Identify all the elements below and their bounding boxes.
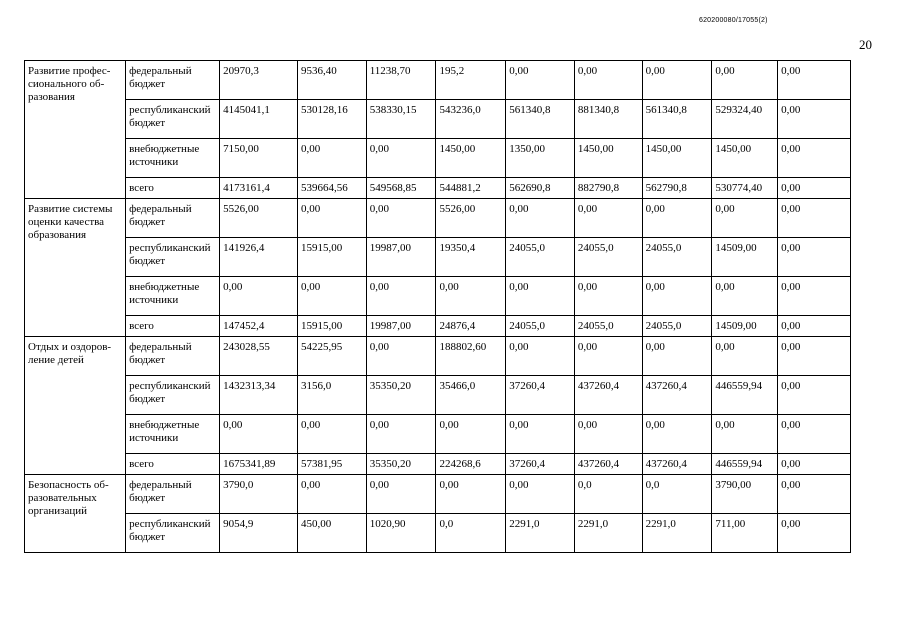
amount-cell: 561340,8 xyxy=(642,100,712,139)
funding-source-cell: внебюджетные источники xyxy=(126,139,220,178)
amount-cell: 0,00 xyxy=(574,415,642,454)
amount-cell: 0,00 xyxy=(642,337,712,376)
amount-cell: 0,00 xyxy=(778,337,851,376)
amount-cell: 1020,90 xyxy=(366,514,436,553)
table-row xyxy=(25,475,851,514)
amount-cell: 1450,00 xyxy=(642,139,712,178)
amount-cell: 1450,00 xyxy=(574,139,642,178)
table-row xyxy=(25,454,851,475)
amount-cell: 0,00 xyxy=(506,415,575,454)
amount-cell: 0,00 xyxy=(297,139,366,178)
amount-cell: 0,00 xyxy=(712,61,778,100)
amount-cell: 0,00 xyxy=(778,454,851,475)
amount-cell: 147452,4 xyxy=(220,316,298,337)
amount-cell: 37260,4 xyxy=(506,376,575,415)
amount-cell: 1450,00 xyxy=(712,139,778,178)
amount-cell: 0,00 xyxy=(778,238,851,277)
amount-cell: 0,00 xyxy=(297,475,366,514)
amount-cell: 530128,16 xyxy=(297,100,366,139)
amount-cell: 19987,00 xyxy=(366,238,436,277)
amount-cell: 0,0 xyxy=(436,514,506,553)
amount-cell: 0,00 xyxy=(436,475,506,514)
amount-cell: 0,00 xyxy=(366,415,436,454)
amount-cell: 0,00 xyxy=(574,277,642,316)
amount-cell: 562790,8 xyxy=(642,178,712,199)
amount-cell: 561340,8 xyxy=(506,100,575,139)
budget-table xyxy=(24,60,851,553)
funding-source-cell: внебюджетные источники xyxy=(126,415,220,454)
table-row xyxy=(25,337,851,376)
amount-cell: 24055,0 xyxy=(642,316,712,337)
amount-cell: 0,00 xyxy=(574,199,642,238)
amount-cell: 0,00 xyxy=(778,475,851,514)
program-name-cell: Развитие системы оценки качества образования xyxy=(25,199,126,337)
funding-source-cell: всего xyxy=(126,454,220,475)
amount-cell: 0,00 xyxy=(778,376,851,415)
amount-cell: 0,00 xyxy=(436,277,506,316)
funding-source-cell: внебюджетные источники xyxy=(126,277,220,316)
amount-cell: 141926,4 xyxy=(220,238,298,277)
amount-cell: 224268,6 xyxy=(436,454,506,475)
amount-cell: 0,00 xyxy=(642,415,712,454)
amount-cell: 15915,00 xyxy=(297,238,366,277)
amount-cell: 549568,85 xyxy=(366,178,436,199)
funding-source-cell: всего xyxy=(126,316,220,337)
amount-cell: 0,00 xyxy=(778,514,851,553)
amount-cell: 881340,8 xyxy=(574,100,642,139)
amount-cell: 9054,9 xyxy=(220,514,298,553)
amount-cell: 4173161,4 xyxy=(220,178,298,199)
amount-cell: 539664,56 xyxy=(297,178,366,199)
table-body xyxy=(25,61,851,553)
amount-cell: 0,00 xyxy=(506,277,575,316)
funding-source-cell: федеральный бюджет xyxy=(126,337,220,376)
amount-cell: 0,00 xyxy=(220,277,298,316)
amount-cell: 0,00 xyxy=(297,415,366,454)
amount-cell: 1675341,89 xyxy=(220,454,298,475)
amount-cell: 0,00 xyxy=(712,337,778,376)
amount-cell: 0,00 xyxy=(712,277,778,316)
amount-cell: 24055,0 xyxy=(574,316,642,337)
amount-cell: 3156,0 xyxy=(297,376,366,415)
amount-cell: 3790,0 xyxy=(220,475,298,514)
amount-cell: 543236,0 xyxy=(436,100,506,139)
amount-cell: 446559,94 xyxy=(712,454,778,475)
amount-cell: 1350,00 xyxy=(506,139,575,178)
amount-cell: 188802,60 xyxy=(436,337,506,376)
amount-cell: 0,00 xyxy=(712,199,778,238)
amount-cell: 35350,20 xyxy=(366,376,436,415)
amount-cell: 0,00 xyxy=(778,199,851,238)
program-name-cell: Отдых и оздоров-ление детей xyxy=(25,337,126,475)
amount-cell: 0,00 xyxy=(778,316,851,337)
amount-cell: 195,2 xyxy=(436,61,506,100)
amount-cell: 0,00 xyxy=(778,139,851,178)
amount-cell: 1432313,34 xyxy=(220,376,298,415)
amount-cell: 9536,40 xyxy=(297,61,366,100)
amount-cell: 37260,4 xyxy=(506,454,575,475)
amount-cell: 437260,4 xyxy=(642,454,712,475)
amount-cell: 0,00 xyxy=(506,199,575,238)
table-row xyxy=(25,100,851,139)
amount-cell: 35350,20 xyxy=(366,454,436,475)
amount-cell: 5526,00 xyxy=(436,199,506,238)
amount-cell: 437260,4 xyxy=(642,376,712,415)
table-row xyxy=(25,199,851,238)
amount-cell: 20970,3 xyxy=(220,61,298,100)
program-name-cell: Развитие профес-сионального об-разования xyxy=(25,61,126,199)
amount-cell: 0,00 xyxy=(297,199,366,238)
amount-cell: 11238,70 xyxy=(366,61,436,100)
amount-cell: 711,00 xyxy=(712,514,778,553)
amount-cell: 0,00 xyxy=(642,199,712,238)
amount-cell: 0,00 xyxy=(436,415,506,454)
amount-cell: 0,00 xyxy=(366,337,436,376)
amount-cell: 24876,4 xyxy=(436,316,506,337)
funding-source-cell: республиканский бюджет xyxy=(126,100,220,139)
amount-cell: 0,00 xyxy=(506,61,575,100)
amount-cell: 24055,0 xyxy=(506,316,575,337)
funding-source-cell: республиканский бюджет xyxy=(126,514,220,553)
amount-cell: 437260,4 xyxy=(574,376,642,415)
amount-cell: 0,00 xyxy=(506,337,575,376)
amount-cell: 0,00 xyxy=(778,61,851,100)
amount-cell: 15915,00 xyxy=(297,316,366,337)
funding-source-cell: федеральный бюджет xyxy=(126,475,220,514)
amount-cell: 24055,0 xyxy=(506,238,575,277)
amount-cell: 0,00 xyxy=(366,277,436,316)
amount-cell: 19350,4 xyxy=(436,238,506,277)
amount-cell: 0,00 xyxy=(778,415,851,454)
amount-cell: 24055,0 xyxy=(642,238,712,277)
table-row xyxy=(25,61,851,100)
amount-cell: 538330,15 xyxy=(366,100,436,139)
amount-cell: 0,00 xyxy=(642,61,712,100)
amount-cell: 0,00 xyxy=(778,277,851,316)
table-row xyxy=(25,514,851,553)
amount-cell: 0,00 xyxy=(366,475,436,514)
funding-source-cell: республиканский бюджет xyxy=(126,376,220,415)
amount-cell: 0,00 xyxy=(778,178,851,199)
amount-cell: 544881,2 xyxy=(436,178,506,199)
amount-cell: 0,0 xyxy=(642,475,712,514)
table-row xyxy=(25,178,851,199)
amount-cell: 4145041,1 xyxy=(220,100,298,139)
document-code: 620200080/17055(2) xyxy=(699,17,768,24)
table-row xyxy=(25,238,851,277)
table-row xyxy=(25,139,851,178)
amount-cell: 0,00 xyxy=(574,61,642,100)
amount-cell: 0,00 xyxy=(778,100,851,139)
funding-source-cell: федеральный бюджет xyxy=(126,61,220,100)
amount-cell: 0,00 xyxy=(506,475,575,514)
amount-cell: 562690,8 xyxy=(506,178,575,199)
amount-cell: 0,00 xyxy=(712,415,778,454)
amount-cell: 14509,00 xyxy=(712,238,778,277)
amount-cell: 1450,00 xyxy=(436,139,506,178)
amount-cell: 24055,0 xyxy=(574,238,642,277)
amount-cell: 5526,00 xyxy=(220,199,298,238)
funding-source-cell: федеральный бюджет xyxy=(126,199,220,238)
amount-cell: 3790,00 xyxy=(712,475,778,514)
amount-cell: 437260,4 xyxy=(574,454,642,475)
amount-cell: 0,00 xyxy=(642,277,712,316)
amount-cell: 0,0 xyxy=(574,475,642,514)
amount-cell: 2291,0 xyxy=(506,514,575,553)
amount-cell: 446559,94 xyxy=(712,376,778,415)
amount-cell: 54225,95 xyxy=(297,337,366,376)
amount-cell: 0,00 xyxy=(574,337,642,376)
amount-cell: 19987,00 xyxy=(366,316,436,337)
amount-cell: 882790,8 xyxy=(574,178,642,199)
amount-cell: 243028,55 xyxy=(220,337,298,376)
page-number: 20 xyxy=(859,37,872,52)
amount-cell: 0,00 xyxy=(366,139,436,178)
amount-cell: 57381,95 xyxy=(297,454,366,475)
amount-cell: 2291,0 xyxy=(642,514,712,553)
table-row xyxy=(25,376,851,415)
amount-cell: 0,00 xyxy=(366,199,436,238)
funding-source-cell: республиканский бюджет xyxy=(126,238,220,277)
table-row xyxy=(25,415,851,454)
amount-cell: 7150,00 xyxy=(220,139,298,178)
funding-source-cell: всего xyxy=(126,178,220,199)
program-name-cell: Безопасность об-разовательных организаций xyxy=(25,475,126,553)
amount-cell: 14509,00 xyxy=(712,316,778,337)
amount-cell: 0,00 xyxy=(220,415,298,454)
amount-cell: 35466,0 xyxy=(436,376,506,415)
amount-cell: 530774,40 xyxy=(712,178,778,199)
amount-cell: 450,00 xyxy=(297,514,366,553)
table-row xyxy=(25,277,851,316)
amount-cell: 0,00 xyxy=(297,277,366,316)
amount-cell: 2291,0 xyxy=(574,514,642,553)
table-row xyxy=(25,316,851,337)
amount-cell: 529324,40 xyxy=(712,100,778,139)
